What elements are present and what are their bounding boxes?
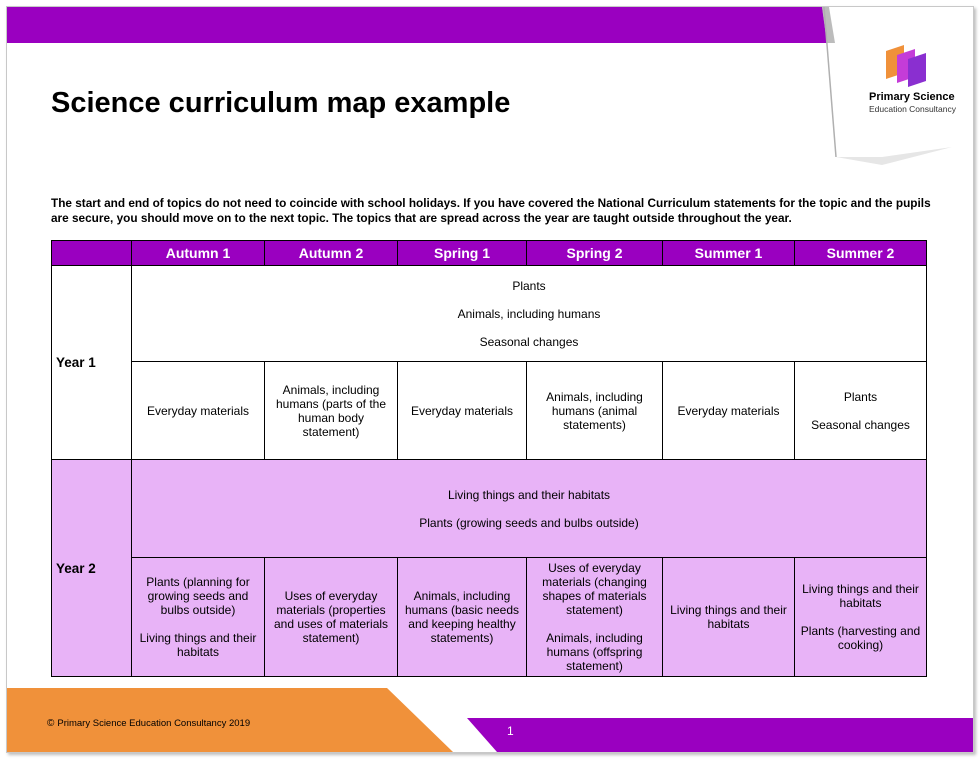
term-cell (795, 558, 927, 677)
year-label: Year 2 (52, 460, 132, 677)
term-cell (398, 362, 527, 460)
copyright-text (47, 718, 250, 729)
term-cell (795, 362, 927, 460)
year2-terms-row (52, 558, 927, 677)
page-number: 1 (507, 724, 514, 738)
year2-year-round-row (52, 460, 927, 558)
topic: Plants (planning for growing seeds and bulbs outside) (146, 575, 250, 617)
header-term: Autumn 2 (265, 241, 398, 266)
term-cell (663, 558, 795, 677)
header-term: Spring 1 (398, 241, 527, 266)
topic: Animals, including humans (basic needs and keeping healthy statements) (404, 589, 520, 645)
term-cell (663, 362, 795, 460)
topic: Animals, including humans (457, 306, 601, 321)
copyright-label: Primary Science Education Consultancy 2019 (57, 718, 251, 729)
topic: Everyday materials (410, 403, 514, 418)
term-cell (265, 558, 398, 677)
topic: Uses of everyday materials (properties and uses of materials statement) (273, 589, 389, 645)
term-cell (132, 362, 265, 460)
year1-terms-row (52, 362, 927, 460)
term-cell (527, 558, 663, 677)
slide-page (6, 6, 974, 753)
topic: Living things and their habitats (670, 603, 787, 631)
topic: Plants (512, 278, 546, 293)
curriculum-table (51, 240, 927, 677)
topic: Plants (growing seeds and bulbs outside) (419, 515, 639, 530)
term-cell (265, 362, 398, 460)
topic: Plants (harvesting and cooking) (800, 624, 921, 652)
year-label: Year 1 (52, 266, 132, 460)
topic: Everyday materials (677, 403, 780, 418)
copyright-symbol: © (47, 718, 55, 729)
topic: Animals, including humans (offspring statement) (546, 631, 643, 673)
header-term: Autumn 1 (132, 241, 265, 266)
year-round-topics (132, 460, 927, 558)
year-round-topics (132, 266, 927, 362)
topic: Everyday materials (146, 403, 250, 418)
term-cell (132, 558, 265, 677)
topic: Uses of everyday materials (changing shapes of materials statement) (542, 561, 647, 617)
topic: Animals, including humans (parts of the human body statement) (275, 382, 387, 439)
term-cell (398, 558, 527, 677)
topic: Living things and their habitats (802, 582, 919, 610)
topic: Seasonal changes (479, 334, 579, 349)
topic: Animals, including humans (animal statements) (546, 389, 643, 432)
topic: Living things and their habitats (139, 631, 257, 659)
logo-subtitle: Education Consultancy (869, 104, 956, 114)
page-title: Science curriculum map example (51, 87, 511, 119)
term-cell (527, 362, 663, 460)
header-term: Spring 2 (527, 241, 663, 266)
header-corner (52, 241, 132, 266)
topic: Seasonal changes (811, 417, 910, 432)
logo-title: Primary Science (869, 91, 955, 103)
topic: Living things and their habitats (447, 487, 611, 502)
company-logo (869, 43, 969, 123)
header-term: Summer 1 (663, 241, 795, 266)
intro-text: The start and end of topics do not need to coincide with school holidays. If you have covered the National Curriculum statements for the topic and the pupils are secure, you should move on to the next topic. The topics that are spread across the year are taught outside throughout the year. (51, 196, 931, 225)
logo-mark-icon (884, 43, 930, 87)
header-term: Summer 2 (795, 241, 927, 266)
year1-year-round-row (52, 266, 927, 362)
header-row (52, 241, 927, 266)
topic: Plants (843, 389, 878, 404)
